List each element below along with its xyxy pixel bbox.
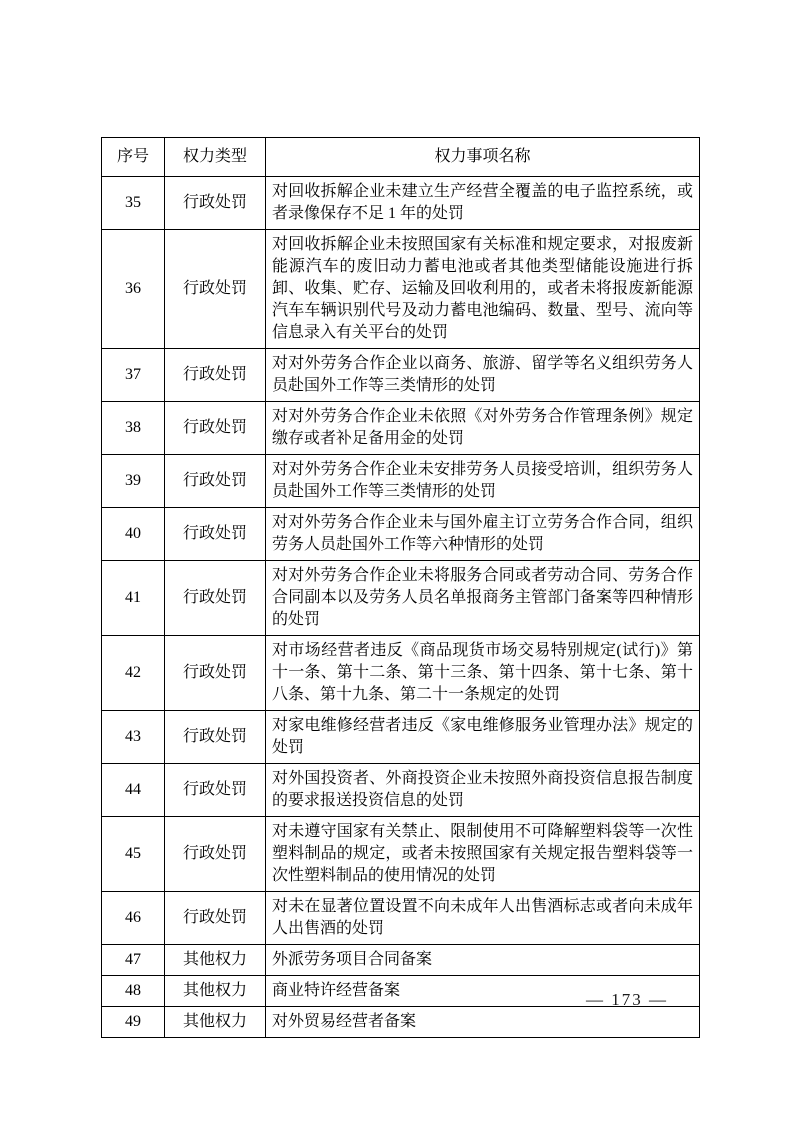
cell-serial-number: 37 xyxy=(102,349,165,402)
table-row xyxy=(102,455,700,508)
table-row xyxy=(102,230,700,349)
cell-power-item-name: 对未遵守国家有关禁止、限制使用不可降解塑料袋等一次性塑料制品的规定，或者未按照国家有关规定报告塑料袋等一次性塑料制品的使用情况的处罚 xyxy=(266,817,700,892)
table-row xyxy=(102,636,700,711)
col-header-power-type: 权力类型 xyxy=(165,138,266,177)
cell-power-type: 行政处罚 xyxy=(165,455,266,508)
cell-power-item-name: 对对外劳务合作企业未与国外雇主订立劳务合作合同，组织劳务人员赴国外工作等六种情形的处罚 xyxy=(266,508,700,561)
cell-serial-number: 46 xyxy=(102,892,165,945)
cell-power-type: 行政处罚 xyxy=(165,636,266,711)
cell-serial-number: 41 xyxy=(102,561,165,636)
cell-serial-number: 43 xyxy=(102,711,165,764)
cell-serial-number: 47 xyxy=(102,945,165,976)
cell-serial-number: 35 xyxy=(102,177,165,230)
cell-serial-number: 36 xyxy=(102,230,165,349)
cell-power-item-name: 对家电维修经营者违反《家电维修服务业管理办法》规定的处罚 xyxy=(266,711,700,764)
table-row xyxy=(102,764,700,817)
cell-power-type: 行政处罚 xyxy=(165,230,266,349)
page-number: — 173 — xyxy=(586,990,668,1009)
cell-serial-number: 39 xyxy=(102,455,165,508)
table-row xyxy=(102,177,700,230)
cell-power-type: 行政处罚 xyxy=(165,402,266,455)
cell-serial-number: 49 xyxy=(102,1007,165,1038)
cell-power-type: 行政处罚 xyxy=(165,892,266,945)
table-header xyxy=(102,138,700,177)
cell-power-item-name: 对外国投资者、外商投资企业未按照外商投资信息报告制度的要求报送投资信息的处罚 xyxy=(266,764,700,817)
table-row xyxy=(102,349,700,402)
cell-power-type: 其他权力 xyxy=(165,945,266,976)
cell-power-type: 行政处罚 xyxy=(165,349,266,402)
cell-power-item-name: 对对外劳务合作企业未依照《对外劳务合作管理条例》规定缴存或者补足备用金的处罚 xyxy=(266,402,700,455)
cell-power-type: 行政处罚 xyxy=(165,561,266,636)
col-header-serial-number: 序号 xyxy=(102,138,165,177)
cell-power-item-name: 对回收拆解企业未按照国家有关标准和规定要求，对报废新能源汽车的废旧动力蓄电池或者其他类型储能设施进行拆卸、收集、贮存、运输及回收利用的，或者未将报废新能源汽车车辆识别代号及动力蓄电池编码、数量、型号、流向等信息录入有关平台的处罚 xyxy=(266,230,700,349)
table-row xyxy=(102,892,700,945)
cell-serial-number: 40 xyxy=(102,508,165,561)
cell-power-type: 行政处罚 xyxy=(165,177,266,230)
cell-power-item-name: 对外贸易经营者备案 xyxy=(266,1007,700,1038)
cell-power-type: 其他权力 xyxy=(165,1007,266,1038)
table-body xyxy=(102,177,700,1038)
cell-power-item-name: 商业特许经营备案 xyxy=(266,976,700,1007)
cell-power-type: 其他权力 xyxy=(165,976,266,1007)
cell-power-item-name: 外派劳务项目合同备案 xyxy=(266,945,700,976)
table-row xyxy=(102,1007,700,1038)
cell-power-type: 行政处罚 xyxy=(165,711,266,764)
header-row xyxy=(102,138,700,177)
cell-serial-number: 44 xyxy=(102,764,165,817)
table-row xyxy=(102,508,700,561)
cell-power-item-name: 对市场经营者违反《商品现货市场交易特别规定(试行)》第十一条、第十二条、第十三条、第十四条、第十七条、第十八条、第十九条、第二十一条规定的处罚 xyxy=(266,636,700,711)
cell-serial-number: 48 xyxy=(102,976,165,1007)
table-row xyxy=(102,402,700,455)
cell-power-type: 行政处罚 xyxy=(165,508,266,561)
cell-serial-number: 38 xyxy=(102,402,165,455)
table-row xyxy=(102,817,700,892)
authority-matters-table xyxy=(101,137,700,1038)
cell-power-item-name: 对对外劳务合作企业未将服务合同或者劳动合同、劳务合作合同副本以及劳务人员名单报商务主管部门备案等四种情形的处罚 xyxy=(266,561,700,636)
cell-serial-number: 45 xyxy=(102,817,165,892)
cell-power-item-name: 对对外劳务合作企业未安排劳务人员接受培训，组织劳务人员赴国外工作等三类情形的处罚 xyxy=(266,455,700,508)
col-header-power-item-name: 权力事项名称 xyxy=(266,138,700,177)
cell-power-item-name: 对未在显著位置设置不向未成年人出售酒标志或者向未成年人出售酒的处罚 xyxy=(266,892,700,945)
cell-power-type: 行政处罚 xyxy=(165,817,266,892)
table-row xyxy=(102,945,700,976)
cell-power-type: 行政处罚 xyxy=(165,764,266,817)
table-row xyxy=(102,561,700,636)
cell-power-item-name: 对回收拆解企业未建立生产经营全覆盖的电子监控系统，或者录像保存不足 1 年的处罚 xyxy=(266,177,700,230)
cell-power-item-name: 对对外劳务合作企业以商务、旅游、留学等名义组织劳务人员赴国外工作等三类情形的处罚 xyxy=(266,349,700,402)
table-row xyxy=(102,711,700,764)
cell-serial-number: 42 xyxy=(102,636,165,711)
